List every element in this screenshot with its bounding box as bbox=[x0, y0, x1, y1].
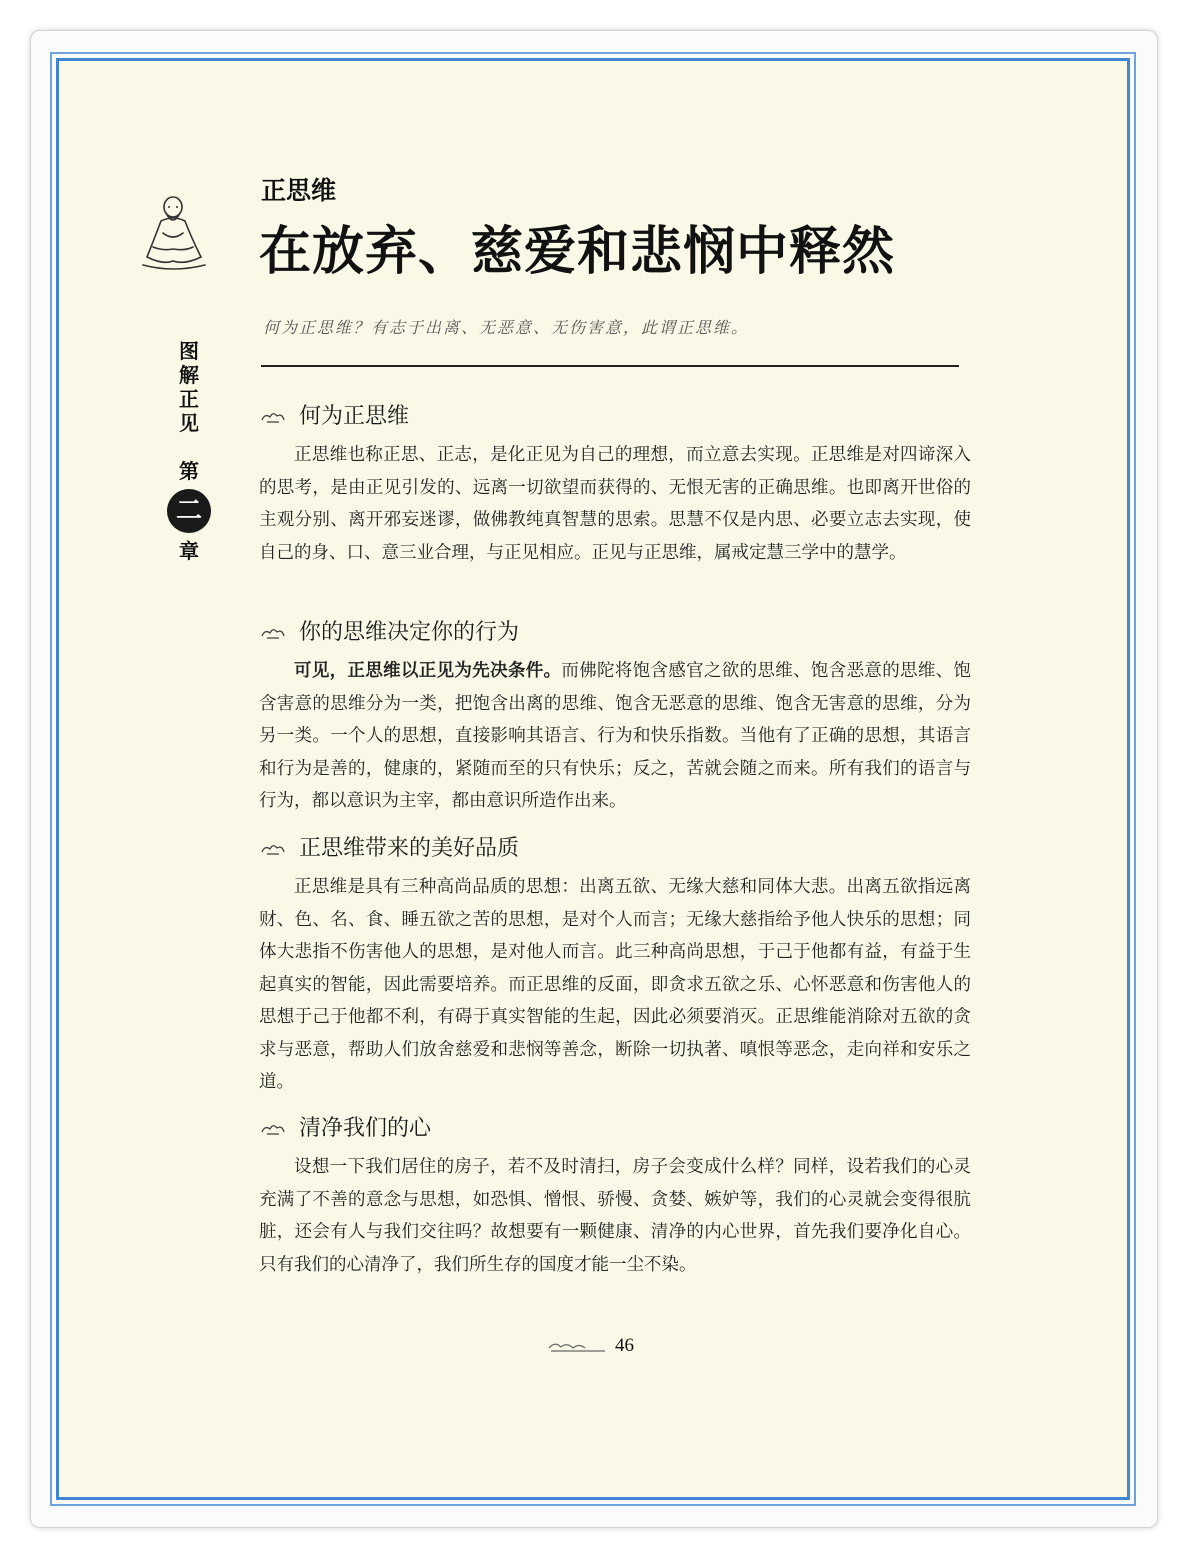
section-purify-mind bbox=[259, 1113, 971, 1281]
paragraph-body: 而佛陀将饱含感官之欲的思维、饱含恶意的思维、饱含害意的思维分为一类，把饱含出离的思维、饱含无恶意的思维、饱含无害意的思维，分为另一类。一个人的思想，直接影响其语言、行为和快乐指数。当他有了正确的思想，其语言和行为是善的，健康的，紧随而至的只有快乐；反之，苦就会随之而来。所有我们的语言与行为，都以意识为主宰，都由意识所造作出来。 bbox=[259, 661, 972, 811]
title-divider bbox=[261, 365, 959, 367]
section-heading-text: 你的思维决定你的行为 bbox=[299, 620, 520, 645]
side-label-char: 解 bbox=[179, 363, 199, 387]
section-paragraph bbox=[259, 655, 971, 818]
cloud-ornament-icon bbox=[259, 409, 287, 425]
side-label-char: 图 bbox=[179, 339, 199, 363]
book-page bbox=[56, 58, 1130, 1500]
cloud-ornament-icon bbox=[259, 841, 287, 857]
paragraph-lead-bold: 可见，正思维以正见为先决条件。 bbox=[294, 661, 562, 681]
section-heading bbox=[259, 833, 971, 865]
section-what-is-right-thought bbox=[259, 401, 971, 569]
side-label-char: 正 bbox=[179, 387, 199, 411]
cloud-ornament-icon bbox=[259, 1121, 287, 1137]
section-kicker: 正思维 bbox=[261, 176, 337, 205]
section-paragraph: 正思维也称正思、正志，是化正见为自己的理想，而立意去实现。正思维是对四谛深入的思考，是由正见引发的、远离一切欲望而获得的、无恨无害的正确思维。也即离开世俗的主观分别、离开邪妄迷谬，做佛教纯真智慧的思索。思慧不仅是内思、必要立志去实现，使自己的身、口、意三业合理，与正见相应。正见与正思维，属戒定慧三学中的慧学。 bbox=[259, 445, 971, 563]
chapter-number-badge: 二 bbox=[167, 489, 211, 533]
section-heading-text: 清净我们的心 bbox=[299, 1116, 432, 1141]
monk-illustration-icon bbox=[133, 187, 213, 275]
page-number: 46 bbox=[615, 1335, 634, 1356]
page-footer bbox=[547, 1335, 634, 1357]
cloud-ornament-icon bbox=[547, 1338, 611, 1354]
page-title: 在放弃、慈爱和悲悯中释然 bbox=[259, 222, 896, 282]
side-label-char: 见 bbox=[179, 411, 199, 435]
section-thought-determines-action bbox=[259, 617, 971, 818]
section-heading bbox=[259, 617, 971, 649]
chapter-prefix: 第 bbox=[179, 459, 199, 483]
section-heading-text: 正思维带来的美好品质 bbox=[299, 836, 520, 861]
section-heading-text: 何为正思维 bbox=[299, 404, 410, 429]
section-heading bbox=[259, 401, 971, 433]
section-paragraph: 正思维是具有三种高尚品质的思想：出离五欲、无缘大慈和同体大悲。出离五欲指远离财、色、名、食、睡五欲之苦的思想，是对个人而言；无缘大慈指给予他人快乐的思想；同体大悲指不伤害他人的思想，是对他人而言。此三种高尚思想，于己于他都有益，有益于生起真实的智能，因此需要培养。而正思维的反面，即贪求五欲之乐、心怀恶意和伤害他人的思想于己于他都不利，有碍于真实智能的生起，因此必须要消灭。正思维能消除对五欲的贪求与恶意，帮助人们放舍慈爱和悲悯等善念，断除一切执著、嗔恨等恶念，走向祥和安乐之道。 bbox=[259, 877, 971, 1092]
epigraph: 何为正思维？有志于出离、无恶意、无伤害意，此谓正思维。 bbox=[263, 318, 750, 337]
section-heading bbox=[259, 1113, 971, 1145]
section-paragraph: 设想一下我们居住的房子，若不及时清扫，房子会变成什么样？同样，设若我们的心灵充满了不善的意念与思想，如恐惧、憎恨、骄慢、贪婪、嫉妒等，我们的心灵就会变得很肮脏，还会有人与我们交往吗？故想要有一颗健康、清净的内心世界，首先我们要净化自心。只有我们的心清净了，我们所生存的国度才能一尘不染。 bbox=[259, 1157, 971, 1275]
chapter-side-label bbox=[169, 339, 209, 563]
section-good-qualities bbox=[259, 833, 971, 1099]
cloud-ornament-icon bbox=[259, 625, 287, 641]
chapter-suffix: 章 bbox=[179, 539, 199, 563]
